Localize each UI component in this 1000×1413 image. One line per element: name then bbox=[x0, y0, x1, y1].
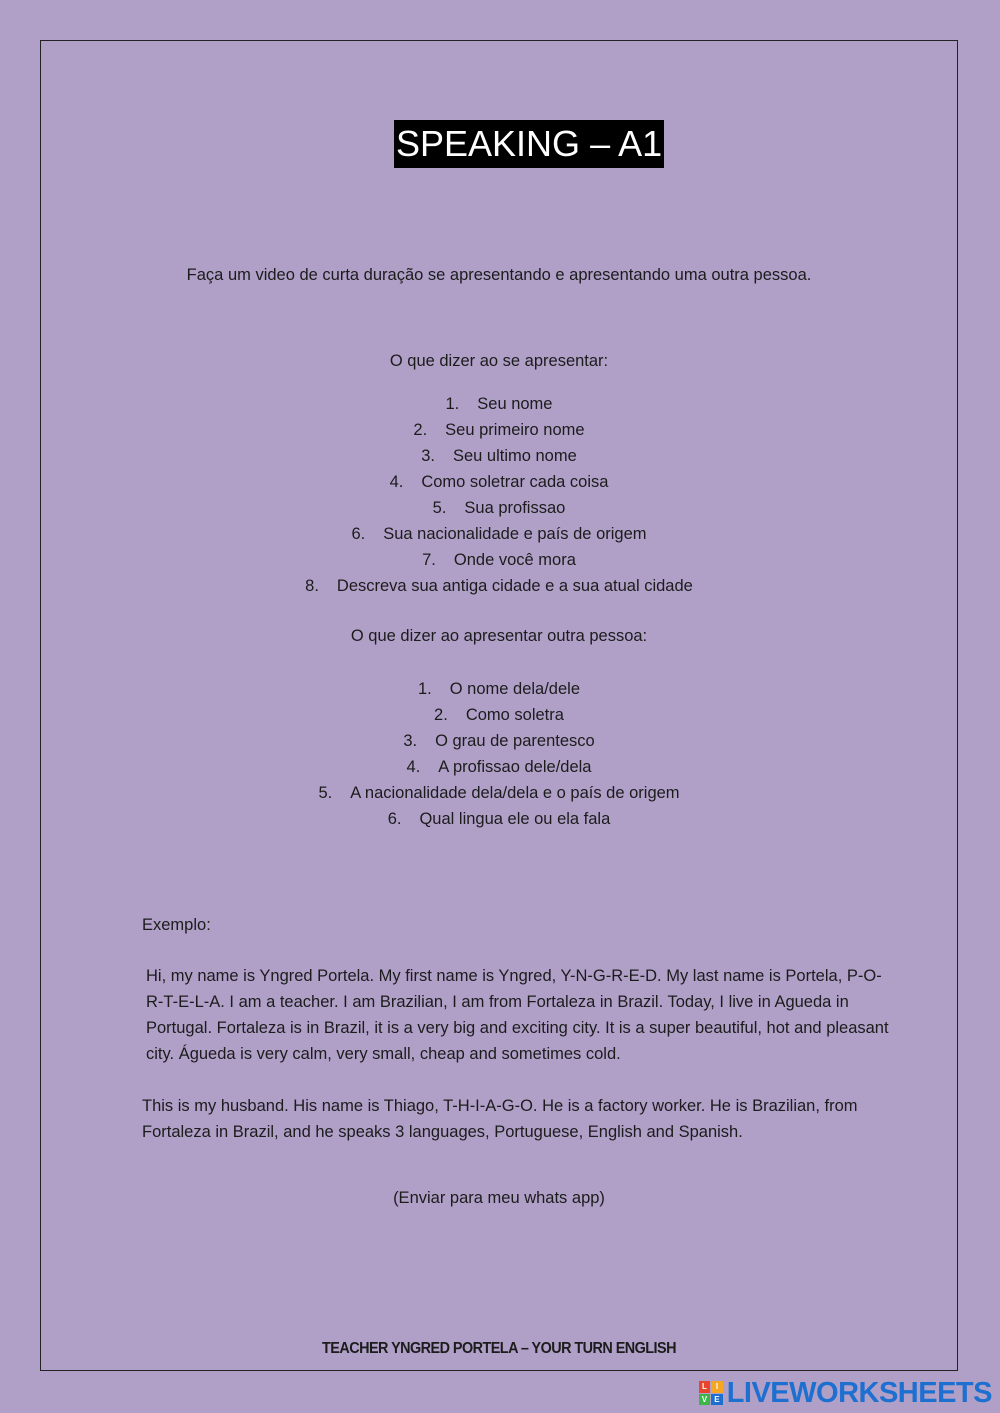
other-intro-item bbox=[40, 758, 958, 777]
page-title: SPEAKING – A1 bbox=[394, 120, 664, 168]
list-number: 3. bbox=[403, 732, 418, 750]
list-text: Qual lingua ele ou ela fala bbox=[419, 810, 611, 828]
brand-name: LIVEWORKSHEETS bbox=[726, 1376, 992, 1409]
list-number: 5. bbox=[432, 499, 447, 517]
list-number: 7. bbox=[422, 551, 436, 569]
instruction-text: Faça um video de curta duração se apresentando e apresentando uma outra pessoa. bbox=[186, 266, 812, 284]
list-number: 6. bbox=[351, 525, 366, 543]
send-note: (Enviar para meu whats app) bbox=[393, 1189, 605, 1207]
self-intro-item bbox=[40, 551, 958, 570]
list-text: O grau de parentesco bbox=[435, 732, 595, 750]
list-text: Sua nacionalidade e país de origem bbox=[383, 525, 647, 543]
list-text: A profissao dele/dela bbox=[438, 758, 592, 776]
other-intro-item bbox=[40, 810, 958, 829]
example-paragraph-husband: This is my husband. His name is Thiago, T-H-I-A-G-O. He is a factory worker. He is Brazilian, from Fortaleza in Brazil, and he speaks 3 languages, Portuguese, English and Spanish. bbox=[142, 1097, 858, 1141]
self-intro-item bbox=[40, 525, 958, 544]
list-number: 3. bbox=[421, 447, 435, 465]
list-text: Seu primeiro nome bbox=[445, 421, 585, 439]
list-number: 5. bbox=[318, 784, 333, 802]
list-text: Seu ultimo nome bbox=[452, 447, 577, 465]
self-intro-item bbox=[40, 473, 958, 492]
list-text: O nome dela/dele bbox=[449, 680, 581, 698]
other-intro-item bbox=[40, 680, 958, 699]
liveworksheets-logo-icon bbox=[699, 1381, 723, 1405]
logo-letter: I bbox=[711, 1381, 723, 1393]
logo-letter: V bbox=[699, 1394, 711, 1406]
list-text: Como soletrar cada coisa bbox=[421, 473, 609, 491]
other-intro-item bbox=[40, 784, 958, 803]
self-intro-item bbox=[40, 421, 958, 440]
list-text: Seu nome bbox=[477, 395, 553, 413]
list-text: Descreva sua antiga cidade e a sua atual cidade bbox=[336, 577, 693, 595]
list-text: Como soletra bbox=[465, 706, 564, 724]
list-number: 6. bbox=[387, 810, 402, 828]
other-intro-item bbox=[40, 706, 958, 725]
self-intro-item bbox=[40, 395, 958, 414]
logo-letter: L bbox=[699, 1381, 711, 1393]
logo-letter: E bbox=[711, 1394, 723, 1406]
self-intro-item bbox=[40, 499, 958, 518]
list-number: 8. bbox=[305, 577, 319, 595]
self-intro-item bbox=[40, 447, 958, 466]
other-intro-heading: O que dizer ao apresentar outra pessoa: bbox=[350, 627, 648, 645]
footer-credit: TEACHER YNGRED PORTELA – YOUR TURN ENGLISH bbox=[322, 1340, 676, 1357]
list-number: 1. bbox=[417, 680, 432, 698]
list-number: 2. bbox=[434, 706, 448, 724]
liveworksheets-brand bbox=[699, 1376, 992, 1410]
list-text: Onde você mora bbox=[453, 551, 576, 569]
list-text: A nacionalidade dela/dela e o país de origem bbox=[350, 784, 680, 802]
list-text: Sua profissao bbox=[464, 499, 566, 517]
list-number: 4. bbox=[389, 473, 404, 491]
list-number: 2. bbox=[413, 421, 428, 439]
self-intro-item bbox=[40, 577, 958, 596]
list-number: 4. bbox=[406, 758, 421, 776]
other-intro-item bbox=[40, 732, 958, 751]
self-intro-heading: O que dizer ao se apresentar: bbox=[389, 352, 609, 370]
list-number: 1. bbox=[445, 395, 460, 413]
example-label: Exemplo: bbox=[142, 916, 211, 934]
example-paragraph-self: Hi, my name is Yngred Portela. My first name is Yngred, Y-N-G-R-E-D. My last name is Portela, P-O-R-T-E-L-A. I am a teacher. I am Brazilian, I am from Fortaleza in Brazil. Today, I live in Agueda in Portugal. Fortaleza is in Brazil, it is a very big and exciting city. It is a super beautiful, hot and pleasant city. Águeda is very calm, very small, cheap and sometimes cold. bbox=[146, 967, 889, 1063]
